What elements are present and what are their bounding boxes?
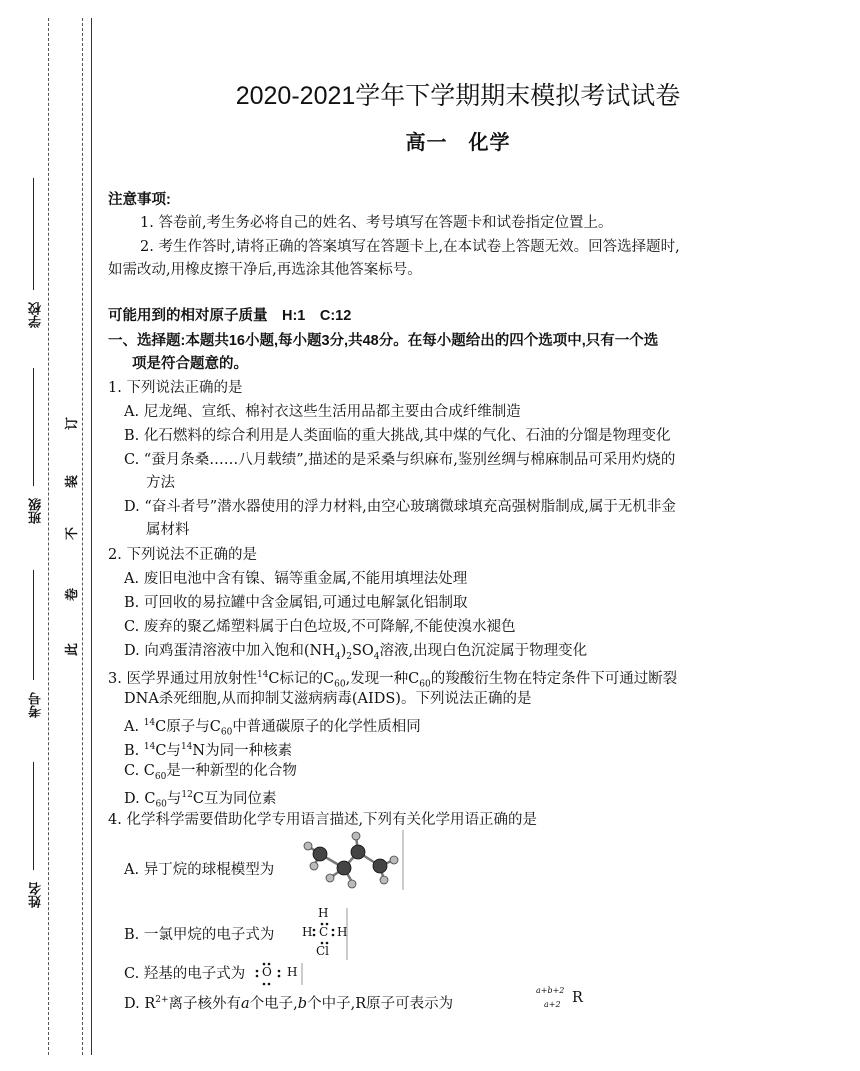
page-title: 2020-2021学年下学期期末模拟考试试卷 (235, 82, 681, 110)
option: C. 废弃的聚乙烯塑料属于白色垃圾,不可降解,不能使溴水褪色 (124, 619, 516, 635)
atom-h: H (337, 925, 348, 939)
school-blank (33, 178, 35, 290)
cut-line (48, 18, 49, 1055)
atom-h: H (302, 925, 313, 939)
school-label: 学校 (28, 302, 43, 328)
page-subtitle: 高一 化学 (405, 132, 511, 154)
option: D. $R^{2+}$离子核外有a个电子,b个中子,R原子可表示为 (124, 995, 454, 1012)
notice-item: 2. 考生作答时,请将正确的答案填写在答题卡上,在本试卷上答题无效。回答选择题时, (140, 239, 680, 255)
name-blank (33, 762, 35, 870)
isobutane-ball-stick-model (300, 830, 404, 890)
option: A. 废旧电池中含有镍、镉等重金属,不能用填埋法处理 (124, 571, 468, 587)
seal-char: 订 (64, 416, 80, 431)
atomic-mass: 可能用到的相对原子质量 H:1 C:12 (108, 308, 352, 324)
question-stem: 2. 下列说法不正确的是 (108, 547, 257, 563)
option: D. 向鸡蛋清溶液中加入饱和$(NH_4)_2SO_4$溶液,出现白色沉淀属于物理变化 (124, 643, 588, 662)
question-stem: 4. 化学科学需要借助化学专用语言描述,下列有关化学用语正确的是 (108, 812, 538, 828)
atom-h: H (287, 965, 298, 979)
question-stem: 3. 医学界通过用放射性$^{14}$C标记的$C_{60}$,发现一种$C_{60}$的羧酸衍生物在特定条件下可通过断裂 (108, 670, 678, 690)
atom-c: C (319, 925, 329, 939)
exam-no-blank (33, 570, 35, 680)
option: D. $C_{60}$与$^{12}$C互为同位素 (124, 790, 277, 810)
option: C. $C_{60}$是一种新型的化合物 (124, 763, 297, 782)
option: A. 尼龙绳、宣纸、棉衬衣这些生活用品都主要由合成纤维制造 (124, 404, 521, 420)
class-blank (33, 368, 35, 486)
notice-item: 1. 答卷前,考生务必将自己的姓名、考号填写在答题卡和试卷指定位置上。 (140, 215, 613, 231)
electron-dots (254, 962, 306, 986)
atom-cl: Cl (316, 944, 330, 958)
notice-item: 如需改动,用橡皮擦干净后,再选涂其他答案标号。 (108, 262, 422, 278)
section-heading: 项是符合题意的。 (132, 356, 248, 372)
hydroxyl-electron-formula (254, 962, 306, 986)
option: 属材料 (146, 522, 190, 538)
mass-number: a+b+2 (536, 986, 565, 995)
name-label: 姓名 (28, 882, 43, 908)
nuclide-notation (536, 986, 586, 1014)
option: B. 一氯甲烷的电子式为 (124, 927, 275, 943)
margin-border (91, 18, 92, 1055)
seal-char: 此 (64, 642, 80, 657)
option: 方法 (146, 475, 175, 491)
class-label: 班级 (28, 498, 43, 524)
binding-margin (0, 0, 95, 1071)
option: C. 羟基的电子式为 (124, 966, 246, 982)
option: B. 化石燃料的综合利用是人类面临的重大挑战,其中煤的气化、石油的分馏是物理变化 (124, 428, 671, 444)
question-stem: 1. 下列说法正确的是 (108, 380, 243, 396)
atom-h: H (318, 906, 329, 920)
element-symbol: R (572, 990, 583, 1006)
atom-o: O (262, 965, 272, 979)
electron-dots (300, 906, 348, 962)
atomic-number: a+2 (544, 1000, 561, 1009)
option: B. $^{14}$C与$^{14}$N为同一种核素 (124, 742, 293, 759)
exam-no-label: 考号 (28, 692, 43, 718)
seal-char: 不 (64, 526, 80, 541)
cut-line (82, 18, 83, 1055)
seal-char: 装 (64, 474, 80, 489)
chloromethane-electron-formula (300, 906, 348, 962)
option: B. 可回收的易拉罐中含金属铝,可通过电解氯化铝制取 (124, 595, 468, 611)
option: A. 异丁烷的球棍模型为 (124, 862, 275, 878)
notice-heading: 注意事项: (108, 192, 171, 208)
option: D. “奋斗者号”潜水器使用的浮力材料,由空心玻璃微球填充高强树脂制成,属于无机非金 (124, 499, 676, 515)
section-heading: 一、选择题:本题共16小题,每小题3分,共48分。在每小题给出的四个选项中,只有一个选 (108, 333, 659, 349)
option: A. $^{14}$C原子与$C_{60}$中普通碳原子的化学性质相同 (124, 718, 421, 738)
question-stem: DNA杀死细胞,从而抑制艾滋病病毒(AIDS)。下列说法正确的是 (124, 691, 532, 707)
option: C. “蚕月条桑……八月载绩”,描述的是采桑与织麻布,鉴别丝绸与棉麻制品可采用灼烧的 (124, 452, 676, 468)
seal-char: 卷 (64, 587, 80, 602)
